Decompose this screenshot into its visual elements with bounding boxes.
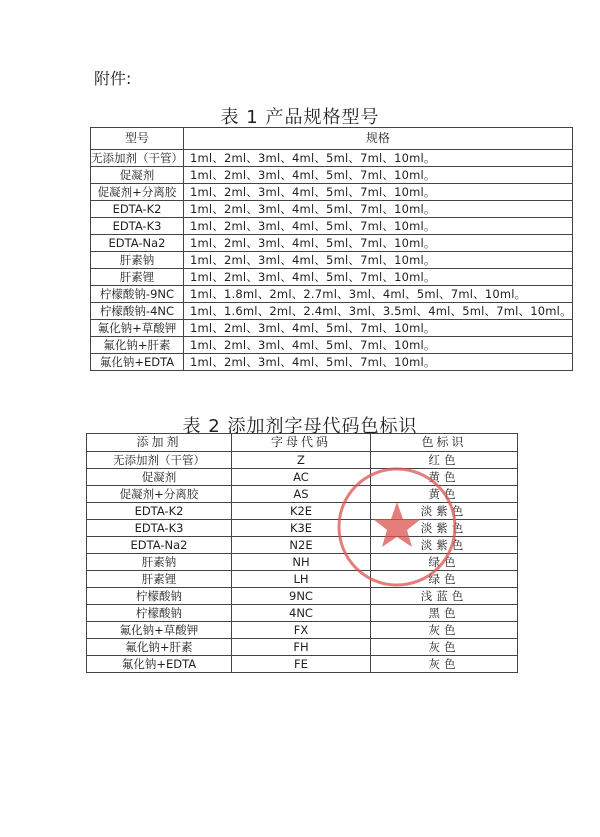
table-cell: 柠檬酸钠-4NC: [91, 303, 184, 320]
table-cell: 1ml、2ml、3ml、4ml、5ml、7ml、10ml。: [184, 235, 573, 252]
table-row: [91, 218, 573, 235]
table-cell: 4NC: [232, 605, 371, 622]
table-cell: 无添加剂（干管）: [91, 151, 183, 165]
table-cell: 绿色: [371, 554, 518, 571]
table-row: [91, 269, 573, 286]
table-cell: K3E: [232, 520, 371, 537]
table-cell: FX: [232, 622, 371, 639]
table-cell: LH: [232, 571, 371, 588]
table-cell: 红色: [371, 452, 518, 469]
table-cell: Z: [232, 452, 371, 469]
header-color: 色标识: [371, 434, 518, 452]
table-cell: 1ml、2ml、3ml、4ml、5ml、7ml、10ml。: [184, 184, 573, 201]
table-cell: EDTA-Na2: [91, 235, 184, 252]
table-header-row: [91, 128, 573, 150]
table-row: [87, 605, 518, 622]
table-row: [91, 201, 573, 218]
table-cell: 1ml、2ml、3ml、4ml、5ml、7ml、10ml。: [184, 337, 573, 354]
header-model: 型号: [91, 128, 184, 150]
table-cell: EDTA-K3: [87, 520, 232, 537]
table-header-row: [87, 434, 518, 452]
table-cell: 1ml、2ml、3ml、4ml、5ml、7ml、10ml。: [184, 150, 573, 167]
table-row: [91, 320, 573, 337]
table2-caption: 表 2 添加剂字母代码色标识: [182, 416, 418, 437]
table-cell: 1ml、1.8ml、2ml、2.7ml、3ml、4ml、5ml、7ml、10ml。: [184, 286, 573, 303]
table-cell: 浅蓝色: [371, 588, 518, 605]
table-cell: 淡紫色: [371, 537, 518, 554]
table-cell: 肝素锂: [91, 269, 184, 286]
table-cell: 氟化钠+肝素: [91, 337, 184, 354]
table-cell: 柠檬酸钠: [87, 588, 232, 605]
table-cell: 灰色: [371, 656, 518, 673]
table-row: [91, 235, 573, 252]
table-row: [91, 184, 573, 201]
table-cell: 淡紫色: [371, 503, 518, 520]
table-cell: 1ml、2ml、3ml、4ml、5ml、7ml、10ml。: [184, 354, 573, 371]
table-cell: 柠檬酸钠: [87, 605, 232, 622]
table-cell: 灰色: [371, 639, 518, 656]
attachment-label: 附件:: [94, 69, 132, 88]
table-cell: 1ml、2ml、3ml、4ml、5ml、7ml、10ml。: [184, 252, 573, 269]
table-cell: AC: [232, 469, 371, 486]
header-code: 字母代码: [232, 434, 371, 452]
table-cell: 氟化钠+草酸钾: [87, 622, 232, 639]
table-cell: EDTA-K2: [87, 503, 232, 520]
header-spec: 规格: [184, 128, 573, 150]
table-cell: 柠檬酸钠-9NC: [91, 286, 184, 303]
table-cell: 黄色: [371, 469, 518, 486]
table-cell: 9NC: [232, 588, 371, 605]
table-cell: 促凝剂: [91, 167, 184, 184]
table-cell: 黄色: [371, 486, 518, 503]
table-cell: 肝素钠: [91, 252, 184, 269]
table-cell: 绿色: [371, 571, 518, 588]
table-cell: 1ml、2ml、3ml、4ml、5ml、7ml、10ml。: [184, 218, 573, 235]
table-cell: 肝素锂: [87, 571, 232, 588]
table-cell: 氟化钠+草酸钾: [91, 320, 184, 337]
table-row: [91, 303, 573, 320]
table-row: [91, 354, 573, 371]
table-cell: 黑色: [371, 605, 518, 622]
table-cell: AS: [232, 486, 371, 503]
table-row: [87, 622, 518, 639]
table-cell: EDTA-K3: [91, 218, 184, 235]
spec-table: [90, 127, 573, 371]
table-cell: EDTA-Na2: [87, 537, 232, 554]
table-cell: NH: [232, 554, 371, 571]
table1-caption: 表 1 产品规格型号: [220, 107, 380, 128]
table-row: [91, 337, 573, 354]
table-cell: 促凝剂+分离胶: [91, 184, 184, 201]
table-row: [91, 252, 573, 269]
table-cell: FH: [232, 639, 371, 656]
header-additive: 添加剂: [87, 434, 232, 452]
table-cell: 促凝剂+分离胶: [87, 486, 232, 503]
table-cell: 灰色: [371, 622, 518, 639]
table-cell: EDTA-K2: [91, 201, 184, 218]
table-cell: 1ml、1.6ml、2ml、2.4ml、3ml、3.5ml、4ml、5ml、7ml、10ml。: [184, 303, 573, 320]
official-seal-stamp: [334, 464, 460, 590]
table-cell: 氟化钠+EDTA: [91, 354, 184, 371]
table-cell: 1ml、2ml、3ml、4ml、5ml、7ml、10ml。: [184, 269, 573, 286]
table-cell: K2E: [232, 503, 371, 520]
table-cell: N2E: [232, 537, 371, 554]
table-row: [91, 150, 573, 167]
table-cell: 氟化钠+肝素: [87, 639, 232, 656]
table-cell: 1ml、2ml、3ml、4ml、5ml、7ml、10ml。: [184, 167, 573, 184]
table-cell: 1ml、2ml、3ml、4ml、5ml、7ml、10ml。: [184, 201, 573, 218]
table-row: [87, 639, 518, 656]
table-row: [87, 588, 518, 605]
table-row: [87, 656, 518, 673]
table-cell: 肝素钠: [87, 554, 232, 571]
table-row: [91, 167, 573, 184]
table-row: [91, 286, 573, 303]
table-cell: FE: [232, 656, 371, 673]
table-cell: 淡紫色: [371, 520, 518, 537]
table-cell: 1ml、2ml、3ml、4ml、5ml、7ml、10ml。: [184, 320, 573, 337]
table-cell: 无添加剂（干管）: [87, 452, 232, 469]
table-cell: 促凝剂: [87, 469, 232, 486]
table-cell: 氟化钠+EDTA: [87, 656, 232, 673]
